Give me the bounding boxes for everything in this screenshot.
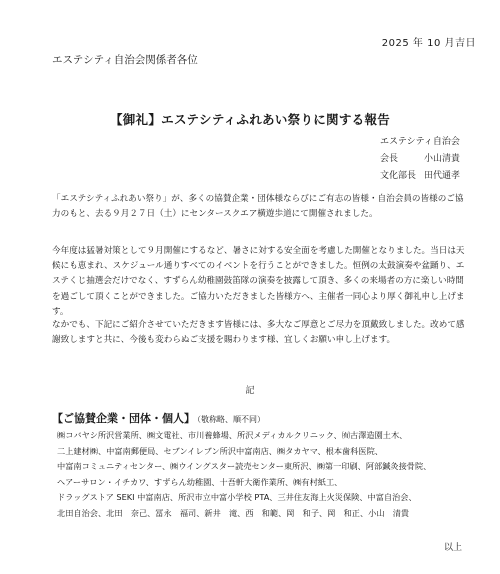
sponsor-line: ドラッグストア SEKI 中富南店、所沢市立中富小学校 PTA、三井住友海上火災保険、中富自治会、 xyxy=(57,492,417,503)
sponsor-line: ヘアーサロン・イチカワ、すずらん幼稚園、十吾軒大衛作業所、㈱有村紙工、 xyxy=(57,476,343,487)
sender-president xyxy=(380,151,460,168)
addressee: エステシティ自治会関係者各位 xyxy=(52,54,198,66)
sponsors-note: （敬称略、順不同） xyxy=(197,415,265,424)
sponsors-list xyxy=(57,428,477,522)
sponsor-line: 北田自治会、北田 奈己、冨永 福司、新井 滝、西 和範、岡 和子、岡 和正、小山 清貴 xyxy=(57,507,410,518)
sender-block xyxy=(380,134,460,185)
document-date: 2025 年 10 月吉日 xyxy=(381,38,476,49)
sender-culture-chief xyxy=(380,168,460,185)
closing-ijou: 以上 xyxy=(443,543,462,553)
sponsors-heading-text: 【ご協賛企業・団体・個人】 xyxy=(52,412,195,425)
sender-name: 田代通孝 xyxy=(424,171,461,181)
sponsor-line: 二上建材㈱、中富南郵便局、セブンイレブン所沢中富南店、㈱タカヤマ、根本歯科医院、 xyxy=(57,445,383,456)
document-title: 【御礼】エステシティふれあい祭りに関する報告 xyxy=(109,112,391,127)
paragraph-thanks: なかでも、下記にご紹介させていただきます皆様には、多大なご厚意とご尽力を頂戴致しました。改めて感謝致しますと共に、今後も変わらぬご支援を賜わります様、宜しくお願い申し上げます。 xyxy=(52,320,465,346)
sponsor-line: 中富南コミュニティセンター、㈱ウイングスター読売センター東所沢、㈱第一印刷、阿部鍼灸接骨院、 xyxy=(57,461,432,472)
sponsors-heading xyxy=(52,410,265,426)
sender-role: 会長 xyxy=(380,154,399,164)
paragraph-report: 今年度は猛暑対策として９月開催にするなど、暑さに対する安全面を考慮した開催となりました。当日は天候にも恵まれ、スケジュール通りすべてのイベントを行うことができました。恒例の太鼓演奏や盆踊り、エステくじ抽選会だけでなく、すずらん幼稚園鼓笛隊の演奏を披露して頂き、多くの来場者の方に楽しい時間を過ごして頂くことができました。ご協力いただきました皆様方へ、主催者一同心より厚く御礼申し上げます。 xyxy=(52,246,465,317)
sender-role: 文化部長 xyxy=(380,171,417,181)
paragraph-intro: 「エステシティふれあい祭り」が、多くの協賛企業・団体様ならびにご有志の皆様・自治会員の皆様のご協力のもと、去る９月２７日（土）にセンタースクエア横遊歩道にて開催されました。 xyxy=(52,194,464,220)
sender-org: エステシティ自治会 xyxy=(380,137,460,147)
ki-marker: 記 xyxy=(245,386,255,396)
sponsor-line: ㈱コバヤシ所沢営業所、㈱文電社、市川養蜂場、所沢メディカルクリニック、㈲古澤造園土木、 xyxy=(57,430,408,440)
sender-name: 小山清貴 xyxy=(424,154,461,164)
